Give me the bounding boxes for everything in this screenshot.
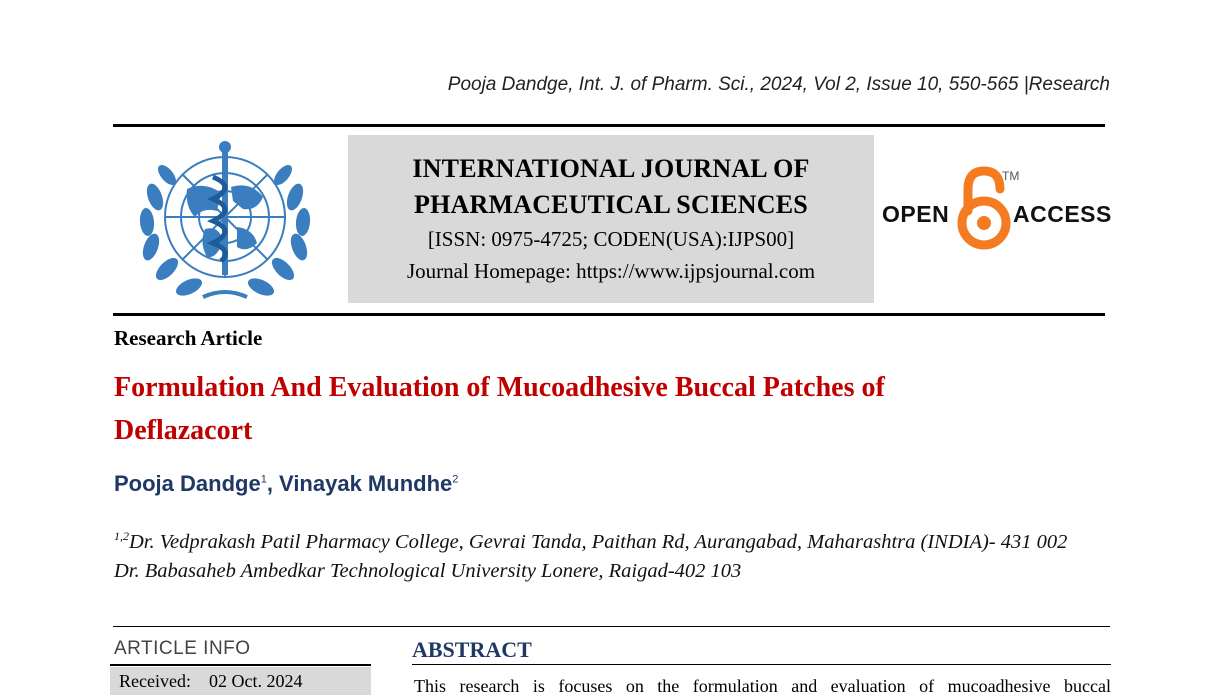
affiliation-2: Dr. Babasaheb Ambedkar Technological University Lonere, Raigad-402 103 [114,559,742,582]
received-date-row [110,667,371,695]
article-title-line2: Deflazacort [114,415,253,446]
running-header-citation: Pooja Dandge, Int. J. of Pharm. Sci., 2024, Vol 2, Issue 10, 550-565 |Research [447,74,1110,95]
access-label: ACCESS [1013,201,1112,227]
received-label: Received: [119,671,191,691]
author-affiliation-mark: 2 [452,473,459,486]
author-separator: , [266,471,280,496]
article-info-rule [110,664,371,666]
author-name: Vinayak Mundhe [279,471,453,496]
affiliation-text: Dr. Vedprakash Patil Pharmacy College, Gevrai Tanda, Paithan Rd, Aurangabad, Maharashtra (INDIA)- 431 002 [129,530,1068,553]
affiliation-1 [114,522,1109,557]
abstract-heading: ABSTRACT [412,637,532,662]
article-type-label: Research Article [114,326,263,350]
received-date: 02 Oct. 2024 [208,671,303,691]
open-access-badge [880,165,1110,255]
article-title-line1: Formulation And Evaluation of Mucoadhesive Buccal Patches of [114,372,885,403]
author-list [114,471,458,497]
article-title [114,366,1074,452]
abstract-text: This research is focuses on the formulation and evaluation of mucoadhesive buccal [414,676,1111,696]
abstract-rule [412,664,1111,665]
section-divider [113,626,1110,627]
journal-issn: [ISSN: 0975-4725; CODEN(USA):IJPS00] [427,227,795,251]
author-name: Pooja Dandge [114,471,261,496]
globe-laurel-icon [125,137,325,305]
author-affiliation-mark: 1 [260,473,267,486]
affiliation-mark: 1,2 [114,529,129,543]
article-info-heading: ARTICLE INFO [114,638,251,659]
journal-name-line2: PHARMACEUTICAL SCIENCES [414,190,808,219]
journal-name-line1: INTERNATIONAL JOURNAL OF [412,154,810,183]
journal-emblem-logo [125,137,325,305]
journal-homepage: Journal Homepage: https://www.ijpsjournal.com [406,259,816,283]
affiliations [114,522,1109,586]
journal-masthead [348,135,874,303]
header-top-rule [113,124,1105,127]
header-bottom-rule [113,313,1105,316]
trademark-mark: TM [1002,169,1020,183]
open-label: OPEN [882,201,950,227]
